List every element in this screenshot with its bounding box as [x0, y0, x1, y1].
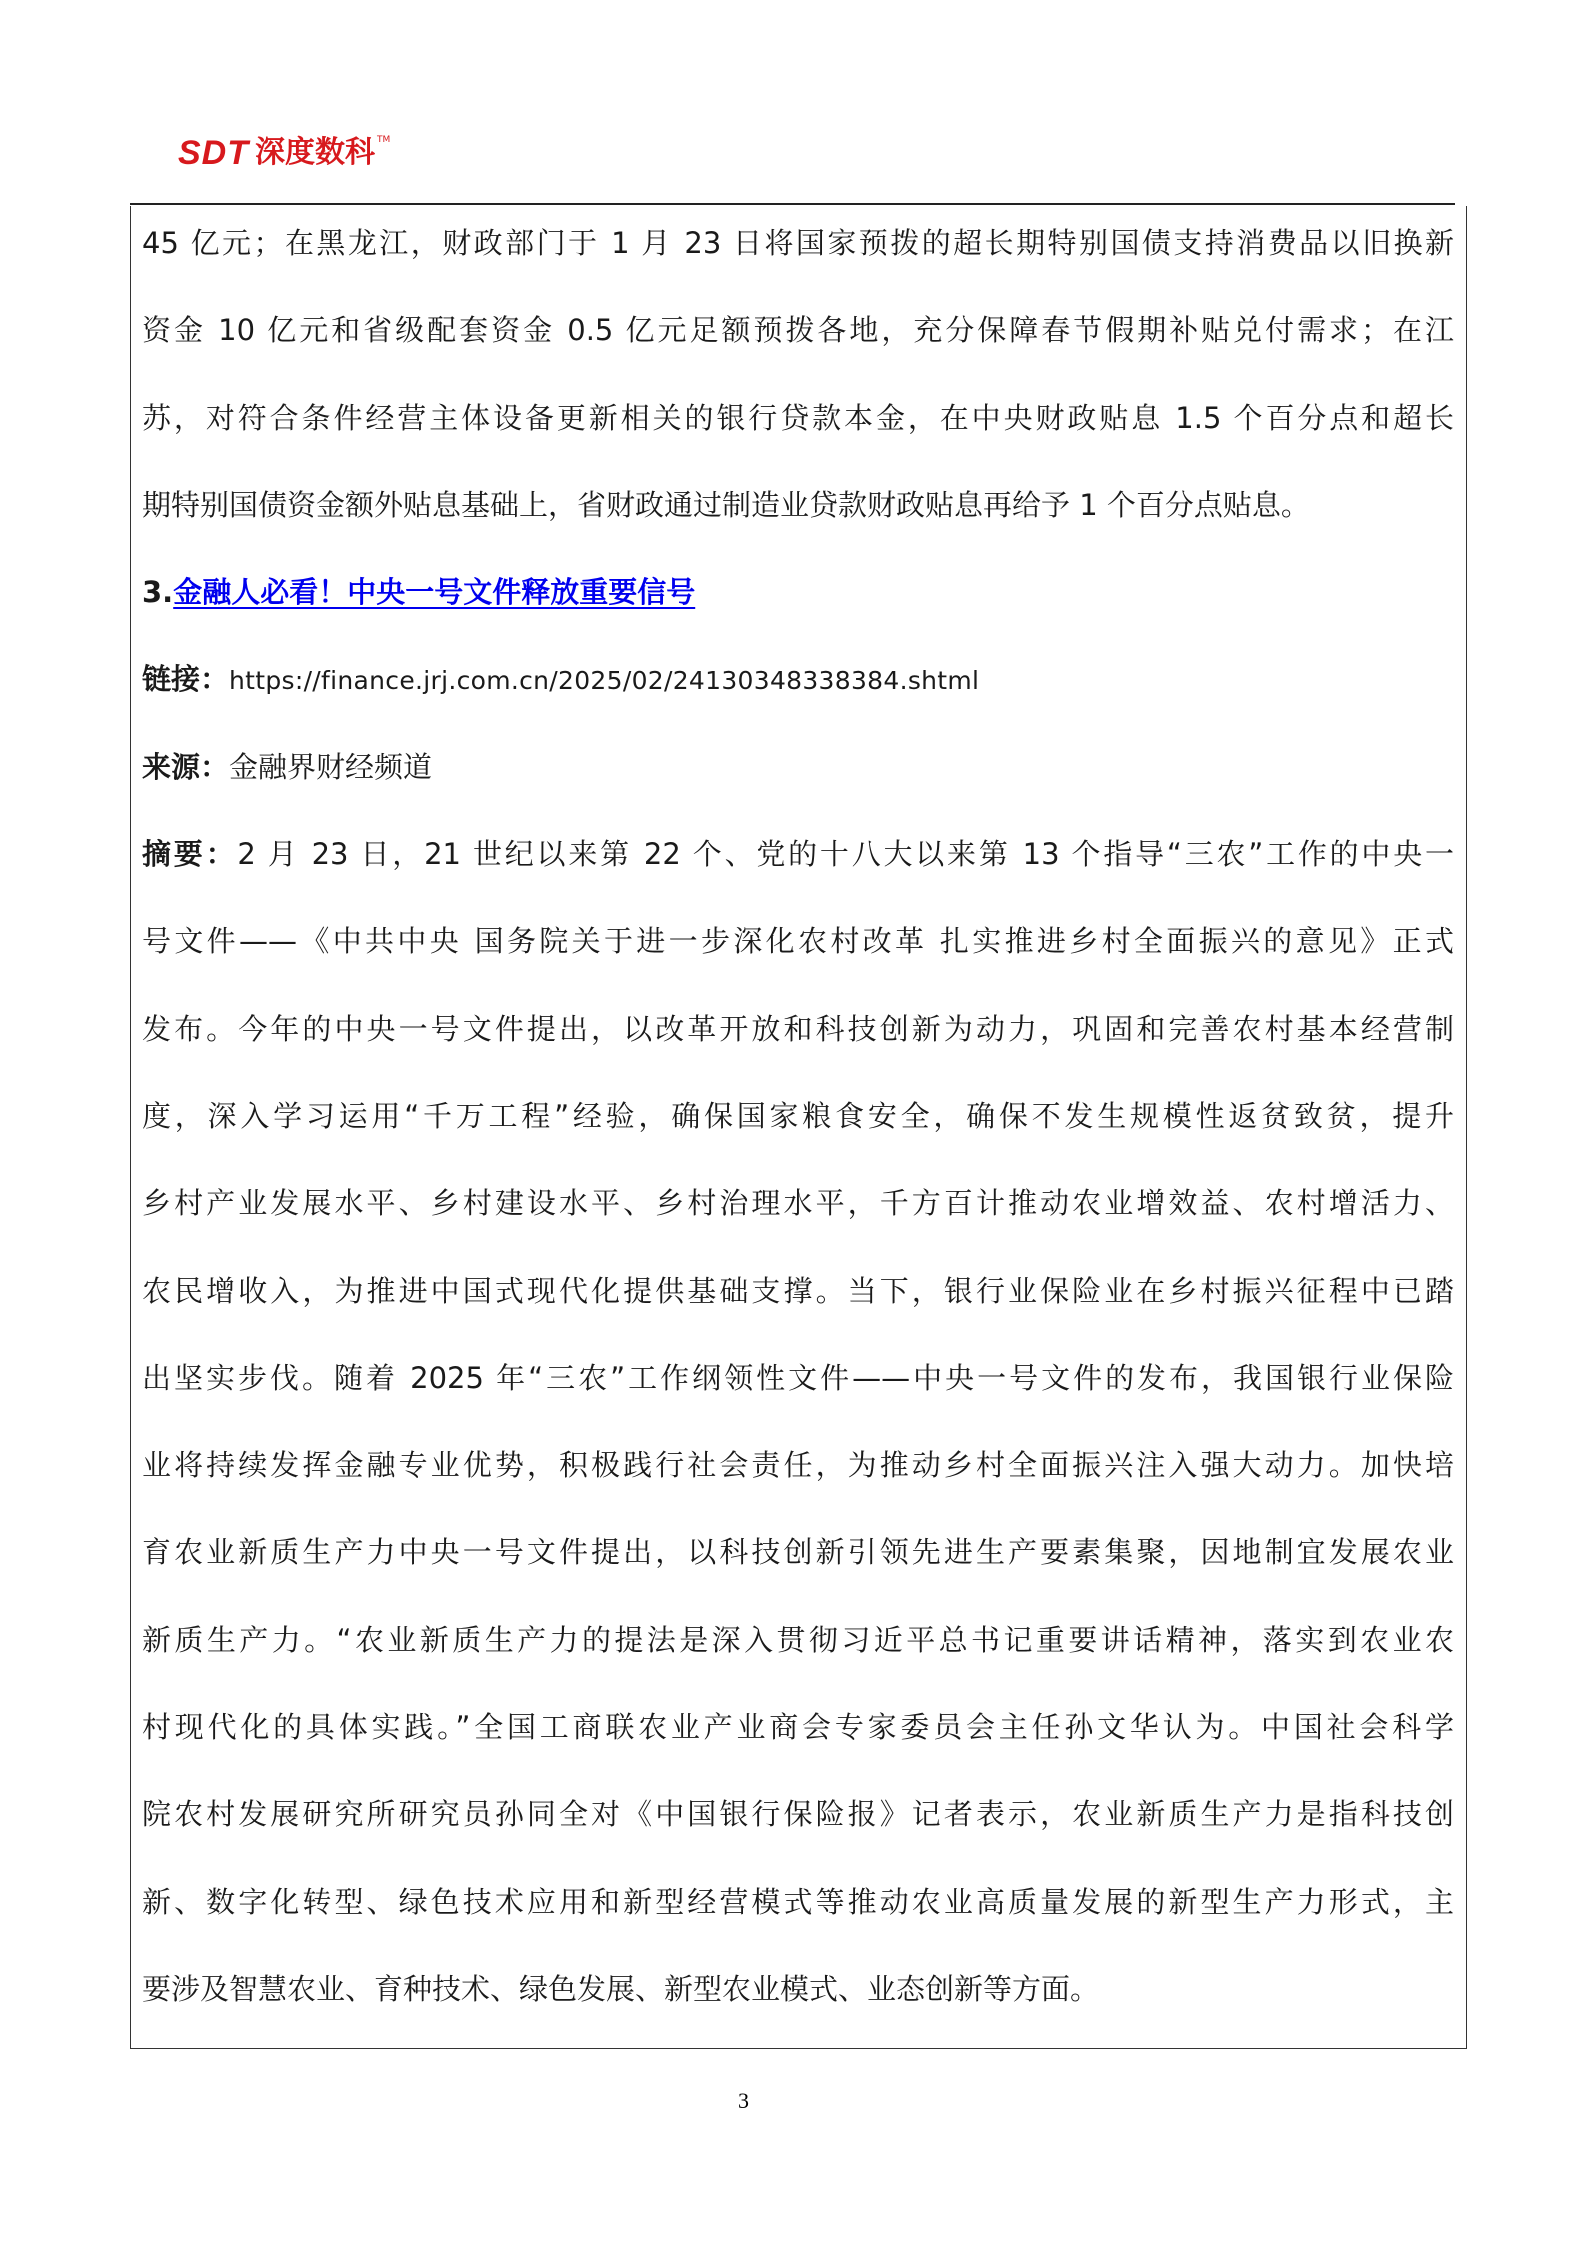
- article-heading: [142, 560, 1454, 647]
- summary-line: 发布。今年的中央一号文件提出，以改革开放和科技创新为动力，巩固和完善农村基本经营制: [142, 1011, 1454, 1046]
- summary-line: 新、数字化转型、绿色技术应用和新型经营模式等推动农业高质量发展的新型生产力形式，主: [142, 1884, 1454, 1919]
- summary-line: 业将持续发挥金融专业优势，积极践行社会责任，为推动乡村全面振兴注入强大动力。加快培: [142, 1448, 1454, 1483]
- summary-first-line: [142, 822, 1454, 909]
- sdt-logo: [178, 133, 390, 173]
- summary-line: 农民增收入，为推进中国式现代化提供基础支撑。当下，银行业保险业在乡村振兴征程中已踏: [142, 1273, 1454, 1308]
- page-number: 3: [738, 2088, 749, 2113]
- paragraph-line: 期特别国债资金额外贴息基础上，省财政通过制造业贷款财政贴息再给予 1 个百分点贴息。: [142, 487, 1310, 522]
- article-url[interactable]: https://finance.jrj.com.cn/2025/02/24130348338384.shtml: [229, 666, 980, 696]
- summary-line: 新质生产力。“农业新质生产力的提法是深入贯彻习近平总书记重要讲话精神，落实到农业农: [142, 1622, 1454, 1657]
- article-link-row: [142, 647, 1454, 734]
- link-label: 链接：: [142, 662, 230, 697]
- article-source-row: [142, 735, 1454, 822]
- source-label: 来源：: [142, 749, 230, 784]
- paragraph-line: 资金 10 亿元和省级配套资金 0.5 亿元足额预拨各地，充分保障春节假期补贴兑付需求；在江: [142, 313, 1454, 348]
- header-divider: [130, 203, 1455, 205]
- logo-mark: SDT: [178, 134, 249, 172]
- document-body: [142, 211, 1454, 2044]
- summary-line: 乡村产业发展水平、乡村建设水平、乡村治理水平，千方百计推动农业增效益、农村增活力、: [142, 1186, 1454, 1221]
- summary-label: 摘要：: [142, 837, 238, 872]
- summary-line: 度，深入学习运用“千万工程”经验，确保国家粮食安全，确保不发生规模性返贫致贫，提升: [142, 1098, 1454, 1133]
- summary-line: 村现代化的具体实践。”全国工商联农业产业商会专家委员会主任孙文华认为。中国社会科学: [142, 1710, 1454, 1745]
- logo-name: 深度数科: [255, 135, 375, 170]
- summary-line: 出坚实步伐。随着 2025 年“三农”工作纲领性文件——中央一号文件的发布，我国银行业保险: [142, 1360, 1454, 1395]
- summary-line: 院农村发展研究所研究员孙同全对《中国银行保险报》记者表示，农业新质生产力是指科技创: [142, 1797, 1454, 1832]
- paragraph-line: 苏，对符合条件经营主体设备更新相关的银行贷款本金，在中央财政贴息 1.5 个百分点和超长: [142, 400, 1454, 435]
- summary-line: 育农业新质生产力中央一号文件提出，以科技创新引领先进生产要素集聚，因地制宜发展农业: [142, 1535, 1454, 1570]
- paragraph-line: 45 亿元；在黑龙江，财政部门于 1 月 23 日将国家预拨的超长期特别国债支持消费品以旧换新: [142, 226, 1454, 260]
- summary-line: 要涉及智慧农业、育种技术、绿色发展、新型农业模式、业态创新等方面。: [142, 1971, 1100, 2006]
- article-title-link[interactable]: 金融人必看！中央一号文件释放重要信号: [173, 575, 696, 610]
- logo-trademark: TM: [377, 135, 391, 145]
- summary-text: 2 月 23 日，21 世纪以来第 22 个、党的十八大以来第 13 个指导“三农”工作的中央一: [237, 837, 1454, 872]
- summary-line: 号文件——《中共中央 国务院关于进一步深化农村改革 扎实推进乡村全面振兴的意见》正式: [142, 924, 1454, 959]
- article-number: 3.: [142, 575, 174, 610]
- article-source: 金融界财经频道: [229, 749, 433, 784]
